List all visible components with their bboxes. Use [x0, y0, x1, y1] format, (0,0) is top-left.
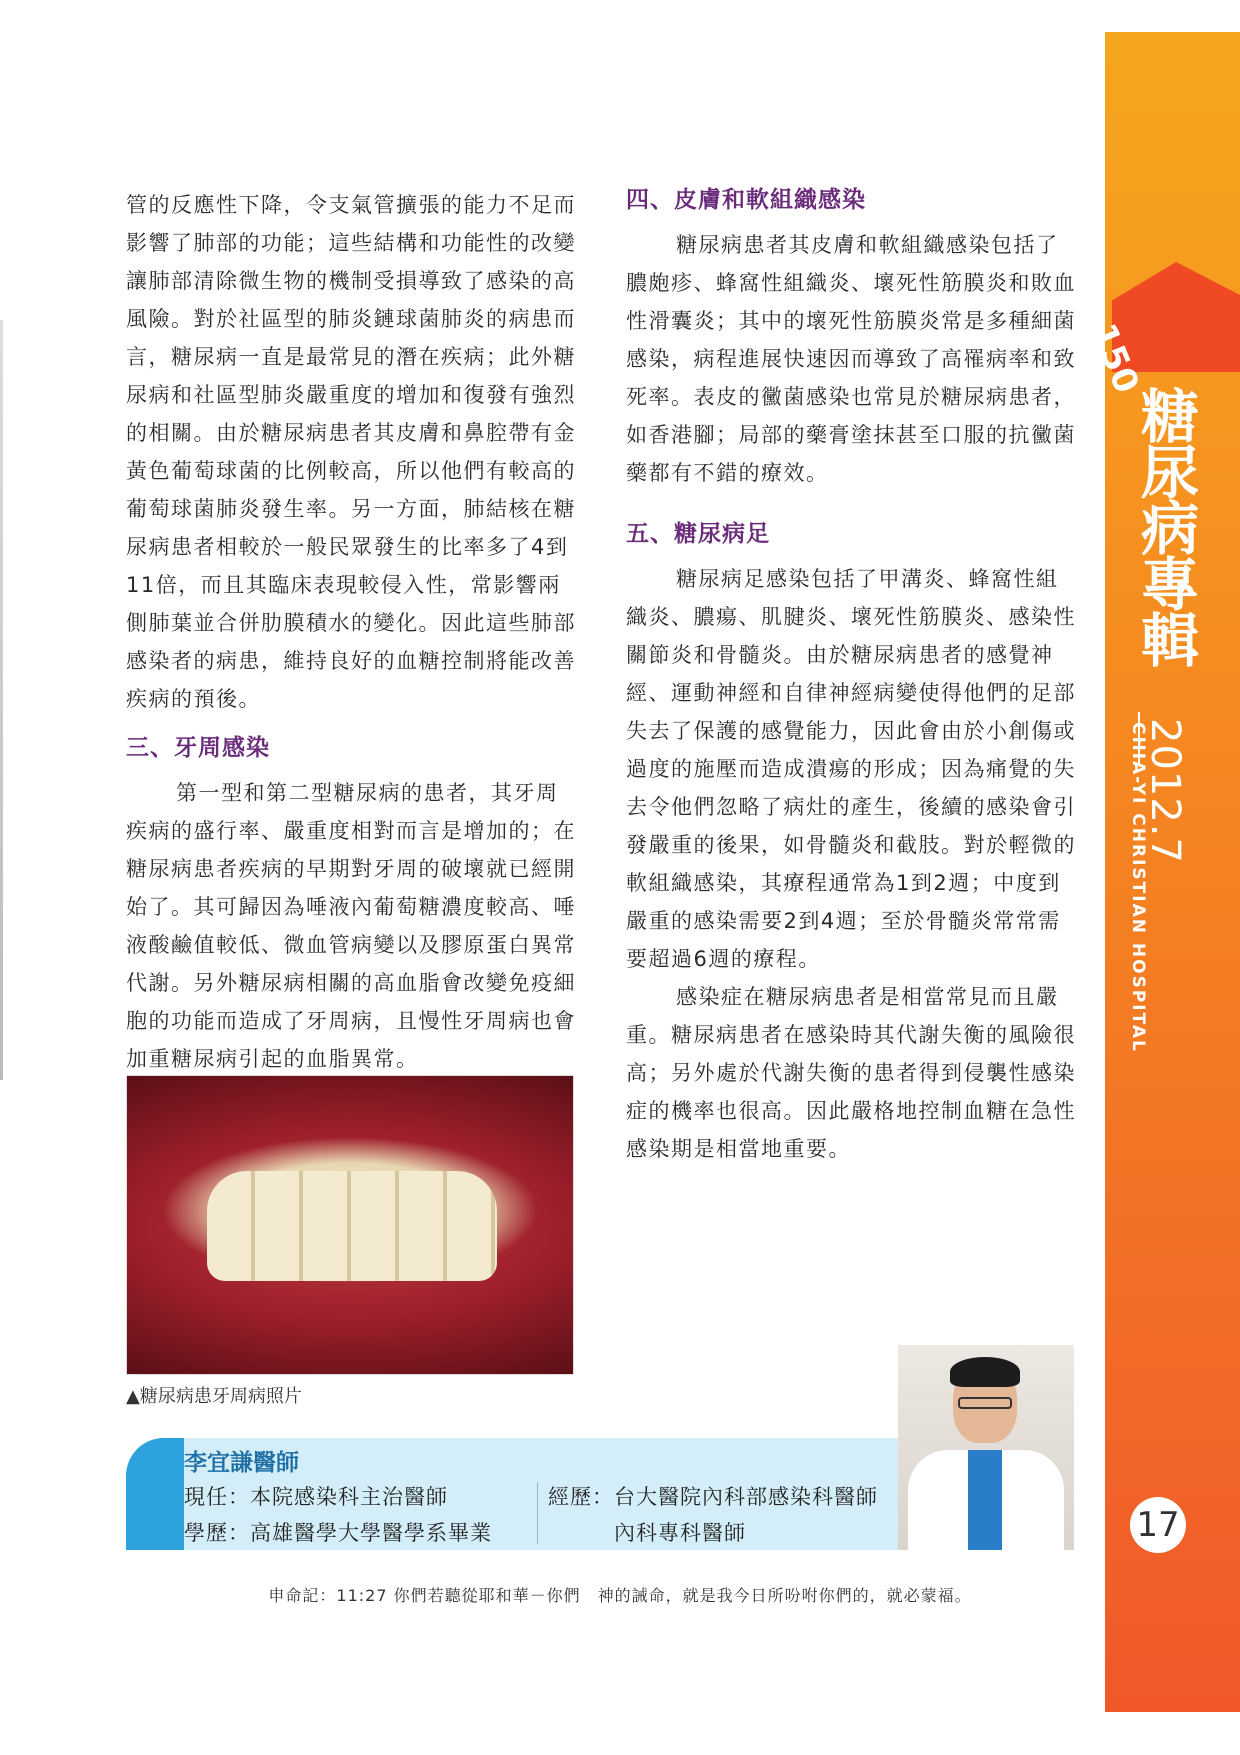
issue-number: 150	[1082, 318, 1147, 399]
photo-caption: ▲糖尿病患牙周病照片	[126, 1386, 302, 1407]
sidebar-title: 糖尿病專輯	[1131, 386, 1199, 666]
periodontal-photo	[126, 1075, 574, 1375]
author-bio-accent	[126, 1438, 184, 1550]
teeth-illustration	[207, 1171, 497, 1281]
section-3-body: 第一型和第二型糖尿病的患者，其牙周疾病的盛行率、嚴重度相對而言是增加的；在糖尿病患者疾病的早期對牙周的破壞就已經開始了。其可歸因為唾液內葡萄糖濃度較高、唾液酸鹼值較低、微血管病變以及膠原蛋白異常代謝。另外糖尿病相關的高血脂會改變免疫細胞的功能而造成了牙周病，且慢性牙周病也會加重糖尿病引起的血脂異常。	[126, 781, 576, 1071]
right-column	[626, 186, 1076, 1168]
page-edge-marker	[0, 320, 3, 1080]
sidebar-issue-date: 2012.7	[1142, 718, 1188, 864]
footer-bible-quote: 申命記：11:27 你們若聽從耶和華－你們 神的誡命，就是我今日所吩咐你們的，就必蒙福。	[268, 1586, 972, 1605]
section-4-body: 糖尿病患者其皮膚和軟組織感染包括了膿皰疹、蜂窩性組織炎、壞死性筋膜炎和敗血性滑囊炎；其中的壞死性筋膜炎常是多種細菌感染，病程進展快速因而導致了高罹病率和致死率。表皮的黴菌感染也常見於糖尿病患者，如香港腳；局部的藥膏塗抹甚至口服的抗黴菌藥都有不錯的療效。	[626, 233, 1076, 485]
author-experience-2: 內科專科醫師	[614, 1521, 746, 1545]
page-number-badge: 17	[1130, 1497, 1186, 1553]
author-portrait	[898, 1345, 1074, 1550]
section-5-heading: 五、糖尿病足	[626, 521, 770, 547]
intro-paragraph: 管的反應性下降，令支氣管擴張的能力不足而影響了肺部的功能；這些結構和功能性的改變讓肺部清除微生物的機制受損導致了感染的高風險。對於社區型的肺炎鏈球菌肺炎的病患而言，糖尿病一直是最常見的潛在疾病；此外糖尿病和社區型肺炎嚴重度的增加和復發有強烈的相關。由於糖尿病患者其皮膚和鼻腔帶有金黃色葡萄球菌的比例較高，所以他們有較高的葡萄球菌肺炎發生率。另一方面，肺結核在糖尿病患者相較於一般民眾發生的比率多了4到11倍，而且其臨床表現較侵入性，常影響兩側肺葉並合併肋膜積水的變化。因此這些肺部感染者的病患，維持良好的血糖控制將能改善疾病的預後。	[126, 193, 576, 711]
sidebar-hospital-name: CHIA-YI CHRISTIAN HOSPITAL	[1128, 722, 1148, 1053]
section-4-heading: 四、皮膚和軟組織感染	[626, 187, 866, 213]
author-experience-1: 經歷：台大醫院內科部感染科醫師	[548, 1485, 878, 1509]
bio-divider	[537, 1482, 538, 1544]
author-name: 李宜謙醫師	[184, 1450, 299, 1476]
section-3-heading: 三、牙周感染	[126, 735, 270, 761]
closing-paragraph: 感染症在糖尿病患者是相當常見而且嚴重。糖尿病患者在感染時其代謝失衡的風險很高；另外處於代謝失衡的患者得到侵襲性感染症的機率也很高。因此嚴格地控制血糖在急性感染期是相當地重要。	[626, 985, 1076, 1161]
author-current-position: 現任：本院感染科主治醫師	[184, 1485, 448, 1509]
section-5-body: 糖尿病足感染包括了甲溝炎、蜂窩性組織炎、膿瘍、肌腱炎、壞死性筋膜炎、感染性關節炎和骨髓炎。由於糖尿病患者的感覺神經、運動神經和自律神經病變使得他們的足部失去了保護的感覺能力，因此會由於小創傷或過度的施壓而造成潰瘍的形成；因為痛覺的失去令他們忽略了病灶的產生，後續的感染會引發嚴重的後果，如骨髓炎和截肢。對於輕微的軟組織感染，其療程通常為1到2週；中度到嚴重的感染需要2到4週；至於骨髓炎常常需要超過6週的療程。	[626, 567, 1076, 971]
author-education: 學歷：高雄醫學大學醫學系畢業	[184, 1521, 492, 1545]
left-column	[126, 186, 576, 1078]
